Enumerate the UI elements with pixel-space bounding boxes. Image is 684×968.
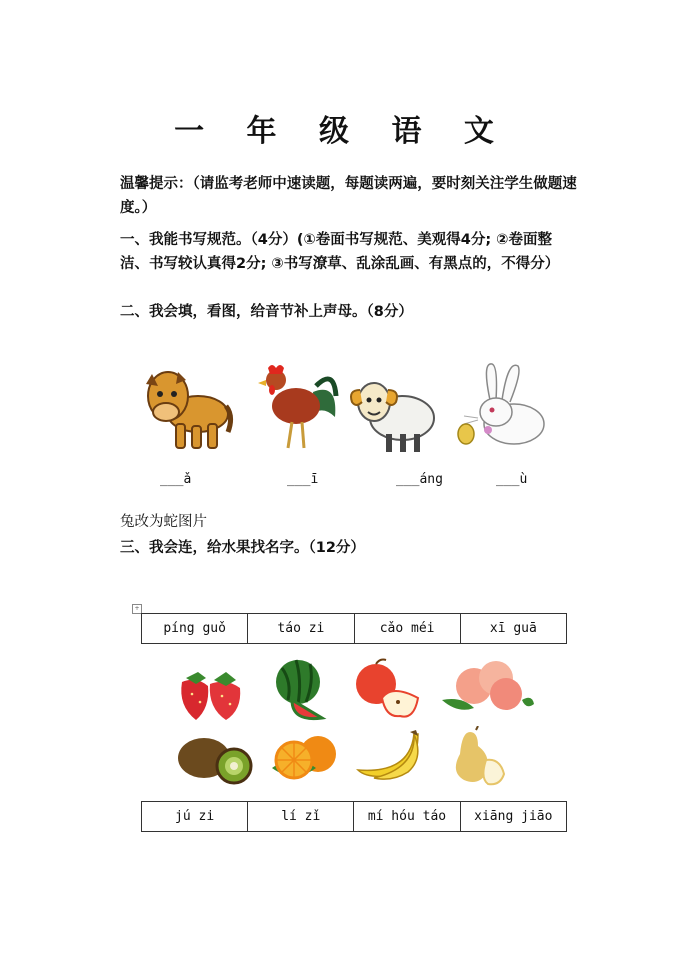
question-3: 三、我会连，给水果找名字。（12分） [120, 540, 365, 556]
pinyin-cell[interactable]: mí hóu táo [354, 802, 460, 832]
pinyin-cell[interactable]: lí zǐ [248, 802, 354, 832]
pinyin-blank-horse[interactable]: ___ǎ [160, 472, 192, 487]
pinyin-cell[interactable]: xī guā [460, 614, 566, 644]
rabbit-icon [452, 360, 552, 452]
pinyin-blank-rabbit[interactable]: ___ù [496, 472, 528, 487]
table-move-handle-icon[interactable]: + [132, 604, 142, 614]
watermelon-icon [272, 656, 330, 722]
pinyin-table-top [141, 613, 567, 644]
table-row [142, 614, 567, 644]
editor-note: 兔改为蛇图片 [120, 514, 207, 530]
apple-icon [352, 658, 422, 720]
peach-icon [438, 656, 534, 712]
horse-icon [142, 366, 234, 452]
pinyin-table-bottom [141, 801, 567, 832]
kiwi-icon [176, 734, 256, 786]
pinyin-blank-rooster[interactable]: ___ī [287, 472, 319, 487]
sheep-icon [350, 372, 438, 456]
pinyin-cell[interactable]: píng guǒ [142, 614, 248, 644]
rooster-icon [258, 362, 340, 452]
strawberry-icon [178, 664, 246, 722]
question-1: 一、我能书写规范。（4分）(①卷面书写规范、美观得4分; ②卷面整洁、书写较认真得2分; ③书写潦草、乱涂乱画、有黑点的，不得分） [120, 232, 560, 272]
question-2: 二、我会填，看图，给音节补上声母。（8分） [120, 304, 413, 320]
banana-icon [354, 730, 424, 784]
pinyin-blank-sheep[interactable]: ___áng [396, 472, 443, 487]
tip-text: 温馨提示：（请监考老师中速读题，每题读两遍，要时刻关注学生做题速度。） [120, 176, 577, 216]
page-title: 一 年 级 语 文 [174, 114, 510, 149]
table-row [142, 802, 567, 832]
pinyin-cell[interactable]: táo zi [248, 614, 354, 644]
pinyin-cell[interactable]: cǎo méi [354, 614, 460, 644]
pinyin-cell[interactable]: xiāng jiāo [460, 802, 566, 832]
orange-icon [268, 730, 342, 784]
pinyin-cell[interactable]: jú zi [142, 802, 248, 832]
pear-icon [450, 726, 508, 788]
